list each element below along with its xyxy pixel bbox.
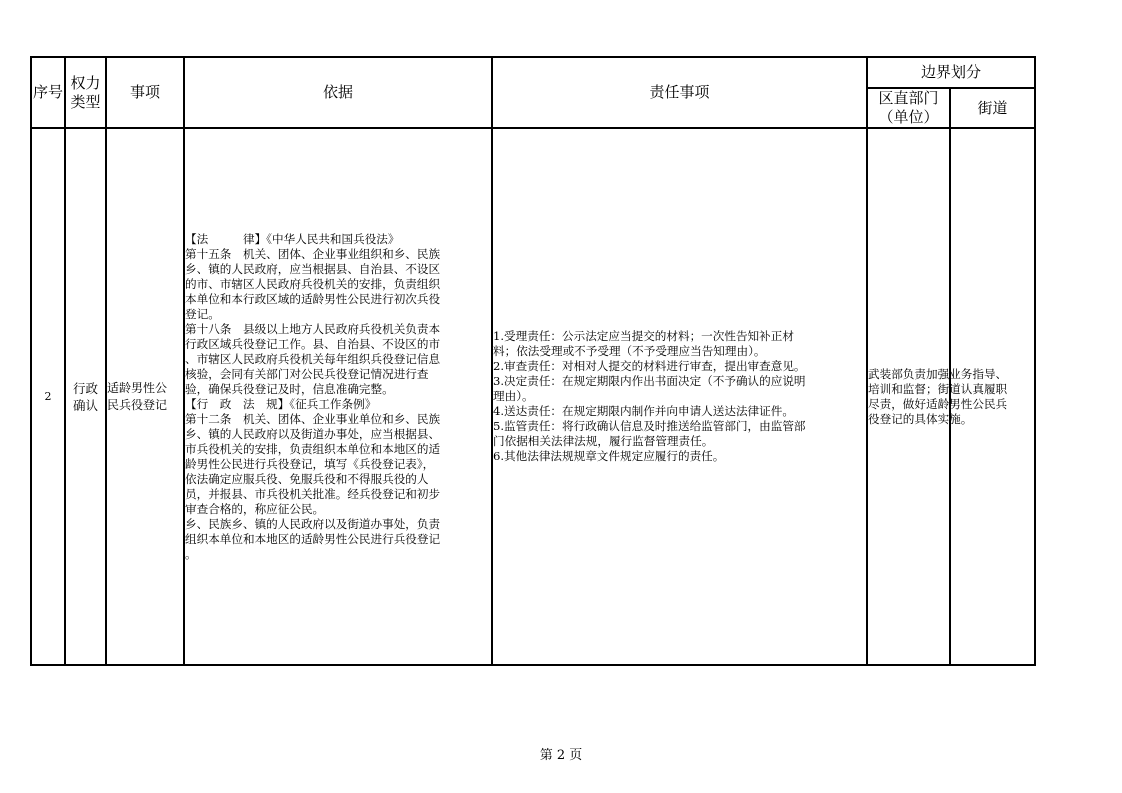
header-boundary: 边界划分 [867,57,1035,88]
row-power-type-line1: 行政 [72,380,98,396]
header-district-dept [867,88,950,128]
header-district-dept-line1: 区直部门 [878,89,939,107]
row-basis [184,128,492,665]
row-seq: 2 [31,128,65,665]
text-line: 6.其他法律法规规章文件规定应履行的责任。 [493,449,725,463]
text-line: 市兵役机关的安排，负责组织本单位和本地区的适 [185,441,441,456]
text-line: 第十二条 机关、团体、企业事业单位和乡、民族 [185,411,441,426]
text-line: 武装部负责加强业务指导、 [868,366,1008,381]
text-line: 第十八条 县级以上地方人民政府兵役机关负责本 [185,321,441,336]
text-line: 役登记的具体实施。 [868,411,973,426]
duty-list-table [30,56,1036,666]
row-item-line2: 民兵役登记 [107,397,168,412]
header-power-type [65,57,106,128]
text-line: 乡、镇的人民政府，应当根据县、自治县、不设区 [185,261,441,276]
header-seq: 序号 [31,57,65,128]
text-line: 1.受理责任：公示法定应当提交的材料；一次性告知补正材 [493,329,794,343]
text-line: 培训和监督；街道认真履职 [868,381,1008,396]
text-line: 乡、镇的人民政府以及街道办事处，应当根据县、 [185,426,441,441]
text-line: 登记。 [185,306,220,321]
text-line: 。 [185,546,197,561]
header-responsibility: 责任事项 [492,57,867,128]
text-line: 的市、市辖区人民政府兵役机关的安排，负责组织 [185,276,441,291]
page-number: 第 2 页 [539,748,583,763]
text-line: 龄男性公民进行兵役登记，填写《兵役登记表》， [185,456,435,471]
row-district-dept [867,128,1008,665]
text-line: 验，确保兵役登记及时，信息准确完整。 [185,381,394,396]
text-line: 门依据相关法律法规，履行监督管理责任。 [493,434,714,448]
responsibility-text [493,329,866,464]
header-power-type-line1: 权力 [70,73,101,92]
header-row-top [31,57,1035,88]
text-line: 、市辖区人民政府兵役机关每年组织兵役登记信息 [185,351,441,366]
text-line: 料；依法受理或不予受理（不予受理应当告知理由）。 [493,344,766,358]
text-line: 依法确定应服兵役、免服兵役和不得服兵役的人 [185,471,429,486]
header-basis: 依据 [184,57,492,128]
text-line: 【行 政 法 规】《征兵工作条例》 [185,396,377,411]
text-line: 理由）。 [493,389,534,403]
text-line: 尽责，做好适龄男性公民兵 [868,396,1008,411]
text-line: 5.监管责任：将行政确认信息及时推送给监管部门，由监管部 [493,419,806,433]
text-line: 行政区域兵役登记工作。县、自治县、不设区的市 [185,336,441,351]
text-line: 核验，会同有关部门对公民兵役登记情况进行查 [185,366,429,381]
text-line: 乡、民族乡、镇的人民政府以及街道办事处，负责 [185,516,441,531]
text-line: 组织本单位和本地区的适龄男性公民进行兵役登记 [185,531,441,546]
header-district-dept-line2: （单位） [878,108,939,126]
row-power-type-line2: 确认 [72,397,98,413]
basis-text [185,232,491,562]
text-line: 2.审查责任：对相对人提交的材料进行审查，提出审查意见。 [493,359,806,373]
row-power-type [65,128,106,665]
table-row [31,128,1035,665]
text-line: 4.送达责任：在规定期限内制作并向申请人送达法律证件。 [493,404,794,418]
text-line: 本单位和本行政区域的适龄男性公民进行初次兵役 [185,291,441,306]
district-dept-text [868,366,1008,427]
text-line: 员，并报县、市兵役机关批准。经兵役登记和初步 [185,486,441,501]
header-street: 街道 [950,88,1035,128]
text-line: 3.决定责任：在规定期限内作出书面决定（不予确认的应说明 [493,374,806,388]
text-line: 【法 律】《中华人民共和国兵役法》 [185,231,400,246]
header-item: 事项 [106,57,184,128]
row-item [106,128,184,665]
text-line: 审查合格的，称应征公民。 [185,501,325,516]
row-item-line1: 适龄男性公 [107,380,168,395]
text-line: 第十五条 机关、团体、企业事业组织和乡、民族 [185,246,441,261]
header-power-type-line2: 类型 [70,92,101,111]
row-responsibility [492,128,867,665]
